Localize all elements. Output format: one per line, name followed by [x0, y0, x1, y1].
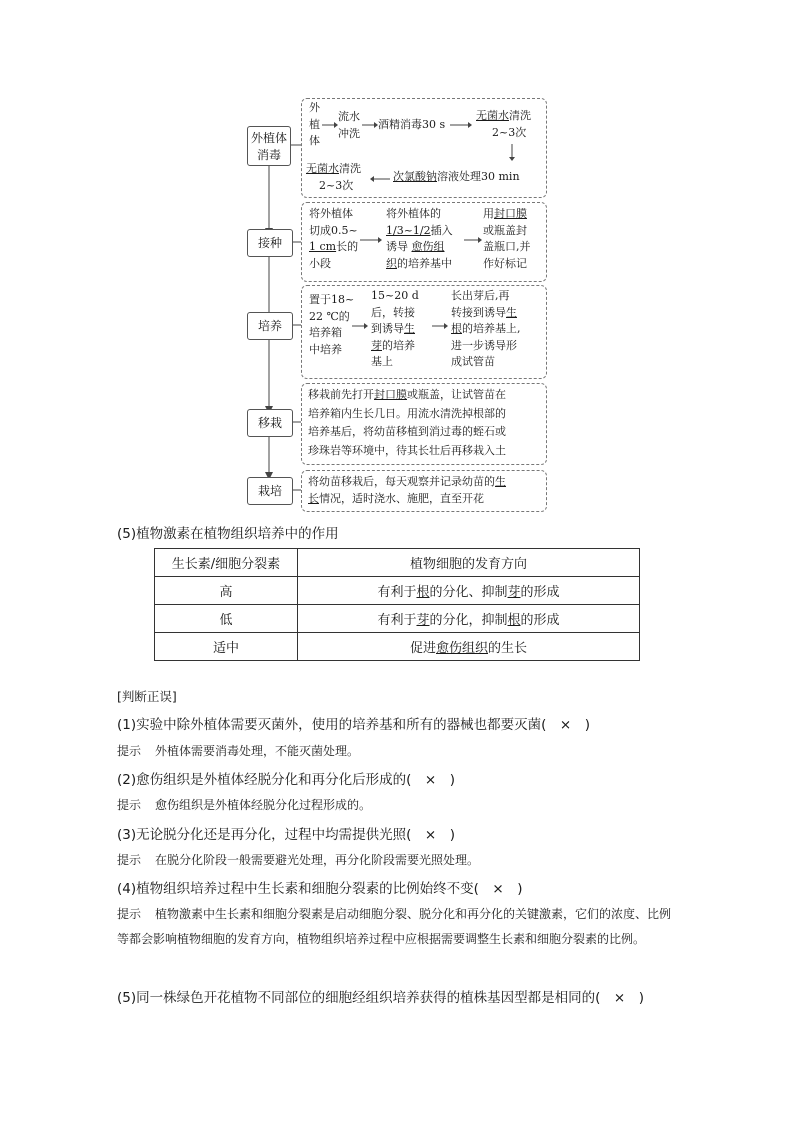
culture-transfer-shoot: 15~20 d 后，转接 到诱导生 芽的培养 基上	[371, 289, 419, 368]
inoculate-arrows	[360, 230, 490, 250]
cultivate-text: 将幼苗移栽后，每天观察并记录幼苗的生 长情况，适时浇水、施肥，直至开花	[308, 475, 506, 505]
table-row	[155, 605, 640, 633]
table-cell: 有利于根的分化、抑制芽的形成	[298, 577, 640, 605]
section5-title: (5)植物激素在植物组织培养中的作用	[117, 526, 339, 542]
hormone-table	[154, 548, 640, 661]
table-header: 生长素/细胞分裂素	[155, 549, 298, 577]
judge-question-2: (2)愈伤组织是外植体经脱分化和再分化后形成的( × )	[117, 772, 455, 788]
judge-hint-4: 提示 植物激素中生长素和细胞分裂素是启动细胞分裂、脱分化和再分化的关键激素，它们的浓度、比例等都会影响植物细胞的发育方向，植物组织培养过程中应根据需要调整生长素和细胞分裂素的比例。	[117, 907, 672, 946]
judge-question-3: (3)无论脱分化还是再分化，过程中均需提供光照( × )	[117, 827, 455, 843]
judge-hint-1: 提示 外植体需要消毒处理，不能灭菌处理。	[117, 744, 360, 758]
judge-question-4: (4)植物组织培养过程中生长素和细胞分裂素的比例始终不变( × )	[117, 881, 523, 897]
disinfect-alcohol: 酒精消毒30 s	[378, 118, 446, 131]
disinfect-sterile-wash-2: 无菌水清洗	[306, 162, 361, 175]
judge-question-5: (5)同一株绿色开花植物不同部位的细胞经组织培养获得的植株基因型都是相同的( × )	[117, 990, 644, 1006]
stage-inoculate: 接种	[247, 229, 293, 257]
inoculate-insert: 将外植体的 1/3~1/2插入 诱导 愈伤组 织的培养基中	[386, 207, 453, 270]
disinfect-times-2: 2~3次	[319, 179, 354, 192]
table-cell: 有利于芽的分化，抑制根的形成	[298, 605, 640, 633]
disinfect-explant: 外 植 体	[309, 101, 320, 147]
culture-transfer-root: 长出芽后,再 转接到诱导生 根的培养基上, 进一步诱导形 成试管苗	[451, 289, 521, 368]
table-cell: 低	[155, 605, 298, 633]
disinfect-times-1: 2~3次	[492, 126, 527, 139]
table-row	[155, 577, 640, 605]
table-row	[155, 633, 640, 661]
stage-culture: 培养	[247, 312, 293, 340]
disinfect-sterile-wash: 无菌水清洗	[476, 109, 531, 122]
stage-transplant: 移栽	[247, 409, 293, 437]
judge-question-1: (1)实验中除外植体需要灭菌外，使用的培养基和所有的器械也都要灭菌( × )	[117, 717, 590, 733]
table-header: 植物细胞的发育方向	[298, 549, 640, 577]
transplant-text: 移栽前先打开封口膜或瓶盖，让试管苗在 培养箱内生长几日。用流水清洗掉根部的 培养基后，将幼苗移植到消过毒的蛭石或 珍珠岩等环境中，待其长壮后再移栽入土	[308, 388, 506, 457]
disinfect-water-rinse: 流水 冲洗	[338, 110, 360, 140]
stage-cultivate: 栽培	[247, 477, 293, 505]
culture-incubate: 置于18~ 22 ℃的 培养箱 中培养	[309, 293, 355, 356]
inoculate-seal: 用封口膜 或瓶盖封 盖瓶口,并 作好标记	[483, 207, 531, 270]
inoculate-cut: 将外植体 切成0.5~ 1 cm长的 小段	[309, 207, 359, 270]
judge-hint-2: 提示 愈伤组织是外植体经脱分化过程形成的。	[117, 798, 372, 812]
judge-title: [判断正误]	[117, 689, 177, 704]
table-cell: 促进愈伤组织的生长	[298, 633, 640, 661]
table-cell: 适中	[155, 633, 298, 661]
disinfect-arrows	[322, 100, 544, 195]
table-cell: 高	[155, 577, 298, 605]
disinfect-hypochlorite: 次氯酸钠溶液处理30 min	[393, 170, 520, 183]
stage-disinfect: 外植体 消毒	[247, 126, 291, 166]
table-header-row	[155, 549, 640, 577]
culture-arrows	[352, 316, 452, 336]
judge-hint-3: 提示 在脱分化阶段一般需要避光处理，再分化阶段需要光照处理。	[117, 853, 480, 867]
